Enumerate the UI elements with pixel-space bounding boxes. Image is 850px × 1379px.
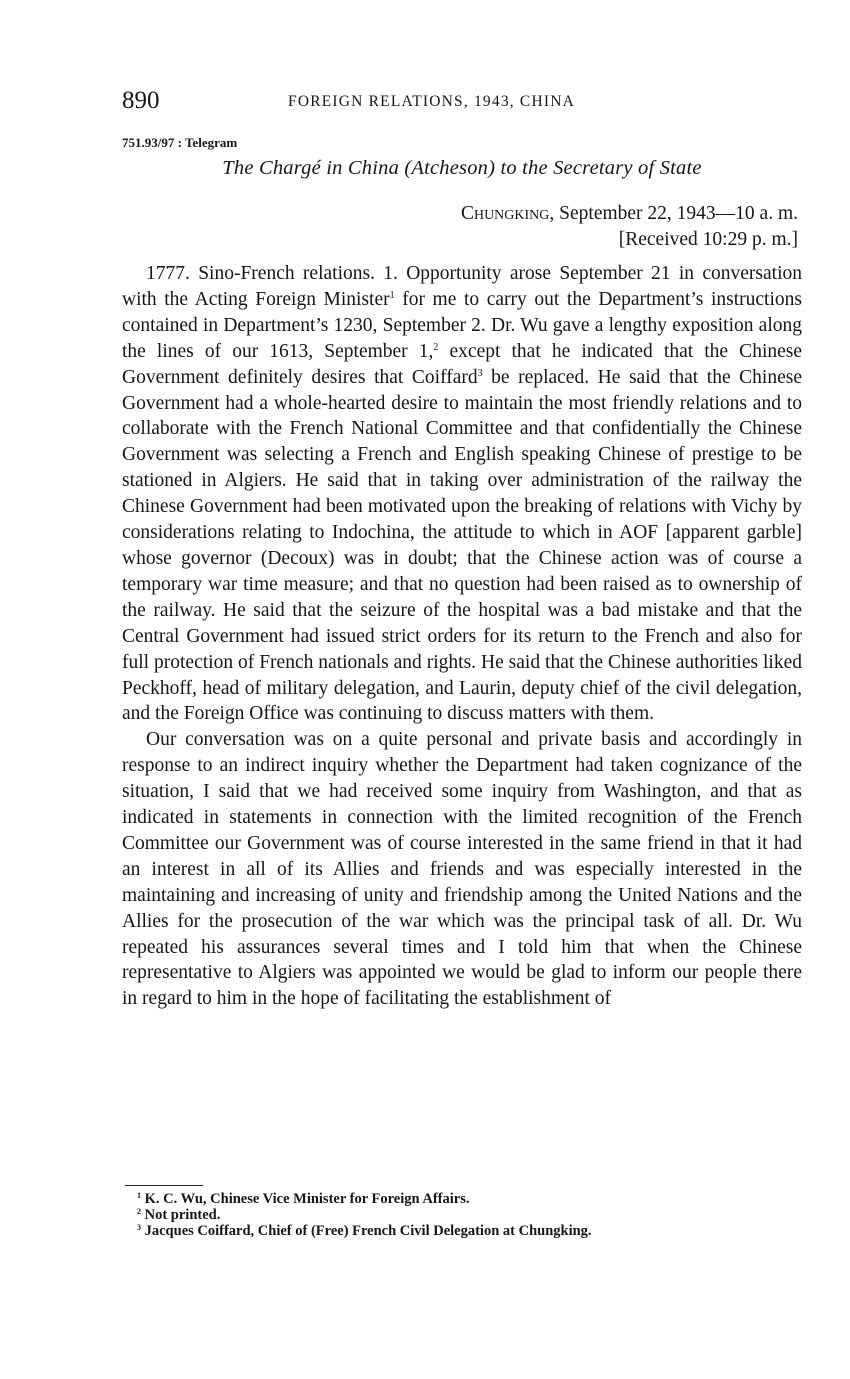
footnote-mark: 1	[137, 1191, 141, 1200]
body-paragraph: Our conversation was on a quite personal and private basis and accordingly in response to an indirect inquiry whether the Department had taken cognizance of the situation, I said that we had received some inquiry from Washington, and that as indicated in statements in connection with the limited recognition of the French Committee our Government was of course interested in the same friend in that it had an interest in all of its Allies and friends and was especially interested in the maintaining and increasing of unity and friendship among the United Nations and the Allies for the prosecution of the war which was the principal task of all. Dr. Wu repeated his assurances several times and I told him that when the Chinese representative to Algiers was appointed we would be glad to inform our people there in regard to him in the hope of facilitating the establishment of	[122, 729, 802, 1010]
footnote-text: Jacques Coiffard, Chief of (Free) French Civil Delegation at Chungking.	[141, 1223, 592, 1239]
dateline-date: , September 22, 1943—10 a. m.	[549, 203, 798, 224]
body-text: except that he indicated that the Chinese Government definitely desires that Coiffard	[122, 340, 803, 388]
footnote	[137, 1191, 797, 1207]
body-text: 1777. Sino-French relations. 1. Opportunity arose September 21 in conversation with the Acting Foreign Minister	[122, 263, 802, 310]
page-number: 890	[122, 87, 160, 114]
footnote-text: K. C. Wu, Chinese Vice Minister for Foreign Affairs.	[141, 1191, 470, 1207]
body-text: be replaced. He said that the Chinese Government had a whole-hearted desire to maintain the most friendly relations and to collaborate with the French National Committee and that confidentially the Chinese Government was selecting a French and English speaking Chinese of prestige to be stationed in Algiers. He said that in taking over administration of the railway the Chinese Government had been motivated upon the breaking of relations with Vichy by considerations relating to Indochina, the attitude to which in AOF [apparent garble] whose governor (Decoux) was in doubt; that the Chinese action was of course a temporary war time measure; and that no question had been raised as to ownership of the railway. He said that the seizure of the hospital was a bad mistake and that the Central Government had issued strict orders for its return to the French and also for full protection of French nationals and rights. He said that the Chinese authorities liked Peckhoff, head of military delegation, and Laurin, deputy chief of the civil delegation, and the Foreign Office was continuing to discuss matters with them.	[122, 366, 802, 725]
footnote-ref: 3	[477, 367, 483, 379]
footnotes	[137, 1191, 797, 1239]
footnote-ref: 1	[389, 289, 395, 301]
telegram-body	[122, 261, 802, 1012]
dateline	[461, 201, 798, 252]
footnote-text: Not printed.	[141, 1207, 221, 1223]
dateline-sent	[461, 201, 798, 227]
body-paragraph	[122, 261, 802, 727]
document-title: The Chargé in China (Atcheson) to the Secretary of State	[222, 157, 702, 179]
running-head: FOREIGN RELATIONS, 1943, CHINA	[288, 93, 576, 110]
footnote-rule	[125, 1185, 203, 1186]
footnote-mark: 2	[137, 1207, 141, 1216]
dateline-place: Chungking	[460, 203, 550, 224]
dateline-received: [Received 10:29 p. m.]	[618, 228, 798, 250]
body-text: for me to carry out the Department’s instructions contained in Department’s 1230, September 2. Dr. Wu gave a lengthy exposition along the lines of our 1613, September 1,	[122, 288, 802, 362]
footnote-ref: 2	[433, 341, 439, 353]
footnote-mark: 3	[137, 1223, 141, 1232]
page-header	[122, 86, 802, 116]
file-number: 751.93/97 : Telegram	[122, 135, 238, 150]
footnote	[137, 1223, 797, 1239]
footnote	[137, 1207, 797, 1223]
